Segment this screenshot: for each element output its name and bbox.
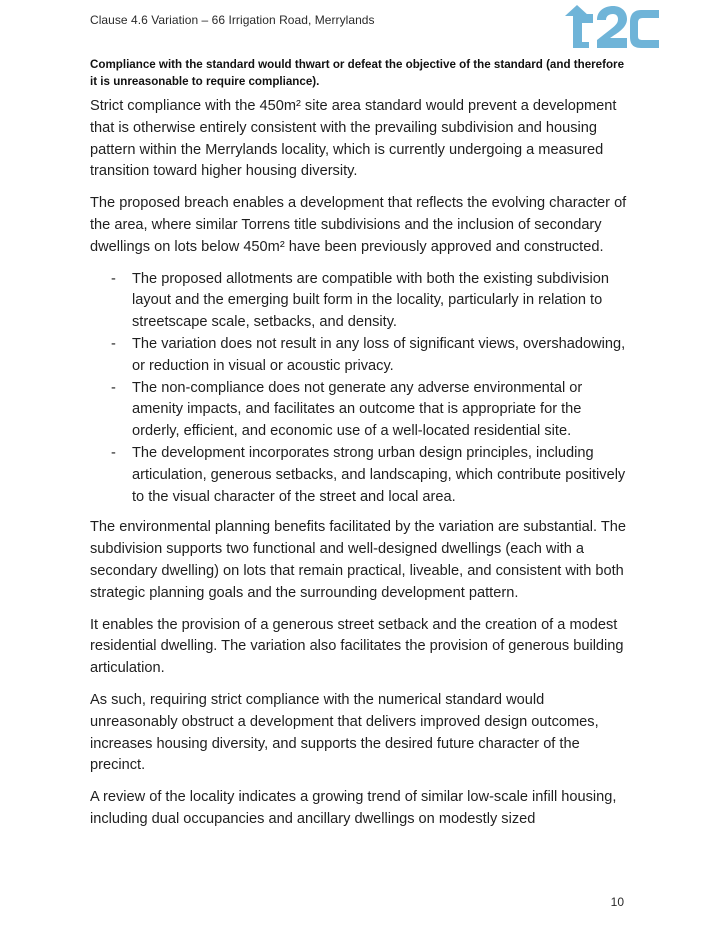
list-item: [90, 443, 630, 508]
bullet-dash: -: [111, 444, 116, 461]
bullet-dash: -: [111, 335, 116, 352]
body-paragraph: The proposed breach enables a development that reflects the evolving character of the area, where similar Torrens title subdivisions and the inclusion of secondary dwellings on lots below 450m² have been previously approved and constructed.: [90, 195, 627, 255]
list-item: [90, 269, 630, 334]
list-item-text: The variation does not result in any loss of significant views, overshadowing, or reduction in visual or acoustic privacy.: [132, 335, 626, 374]
body-paragraph: A review of the locality indicates a growing trend of similar low-scale infill housing, including dual occupancies and ancillary dwellings on modestly sized: [90, 789, 617, 827]
body-paragraph: The environmental planning benefits facilitated by the variation are substantial. The subdivision supports two functional and well-designed dwellings (each with a secondary dwelling) on lots that remain practical, liveable, and consistent with both strategic planning goals and the surrounding development pattern.: [90, 519, 626, 601]
document-header: Clause 4.6 Variation – 66 Irrigation Road, Merrylands: [90, 13, 375, 27]
company-logo: [563, 0, 661, 52]
list-item: [90, 378, 630, 443]
bullet-list: [90, 269, 630, 509]
body-paragraph: As such, requiring strict compliance with the numerical standard would unreasonably obstruct a development that delivers improved design outcomes, increases housing diversity, and supports the desired future character of the precinct.: [90, 691, 599, 774]
logo-mark-icon: [565, 5, 659, 48]
bullet-dash: -: [111, 270, 116, 287]
bullet-dash: -: [111, 379, 116, 396]
list-item-text: The development incorporates strong urban design principles, including articulation, generous setbacks, and landscaping, which contribute positively to the visual character of the street and local area.: [132, 444, 626, 505]
body-paragraph: It enables the provision of a generous street setback and the creation of a modest residential dwelling. The variation also facilitates the provision of generous building articulation.: [90, 616, 624, 677]
list-item-text: The proposed allotments are compatible with both the existing subdivision layout and the emerging built form in the locality, particularly in relation to streetscape scale, setbacks, and density.: [132, 270, 609, 331]
body-paragraph: Strict compliance with the 450m² site area standard would prevent a development that is otherwise entirely consistent with the prevailing subdivision and housing pattern within the Merrylands locality, which is currently undergoing a measured transition toward higher housing diversity.: [90, 98, 617, 180]
list-item: [90, 334, 630, 378]
page-number: 10: [610, 895, 624, 909]
list-item-text: The non-compliance does not generate any adverse environmental or amenity impacts, and facilitates an outcome that is appropriate for the orderly, efficient, and economic use of a well-located residential site.: [132, 379, 583, 440]
section-lead-heading: Compliance with the standard would thwart or defeat the objective of the standard (and therefore it is unreasonable to require compliance).: [90, 58, 625, 88]
document-body: [90, 56, 630, 841]
